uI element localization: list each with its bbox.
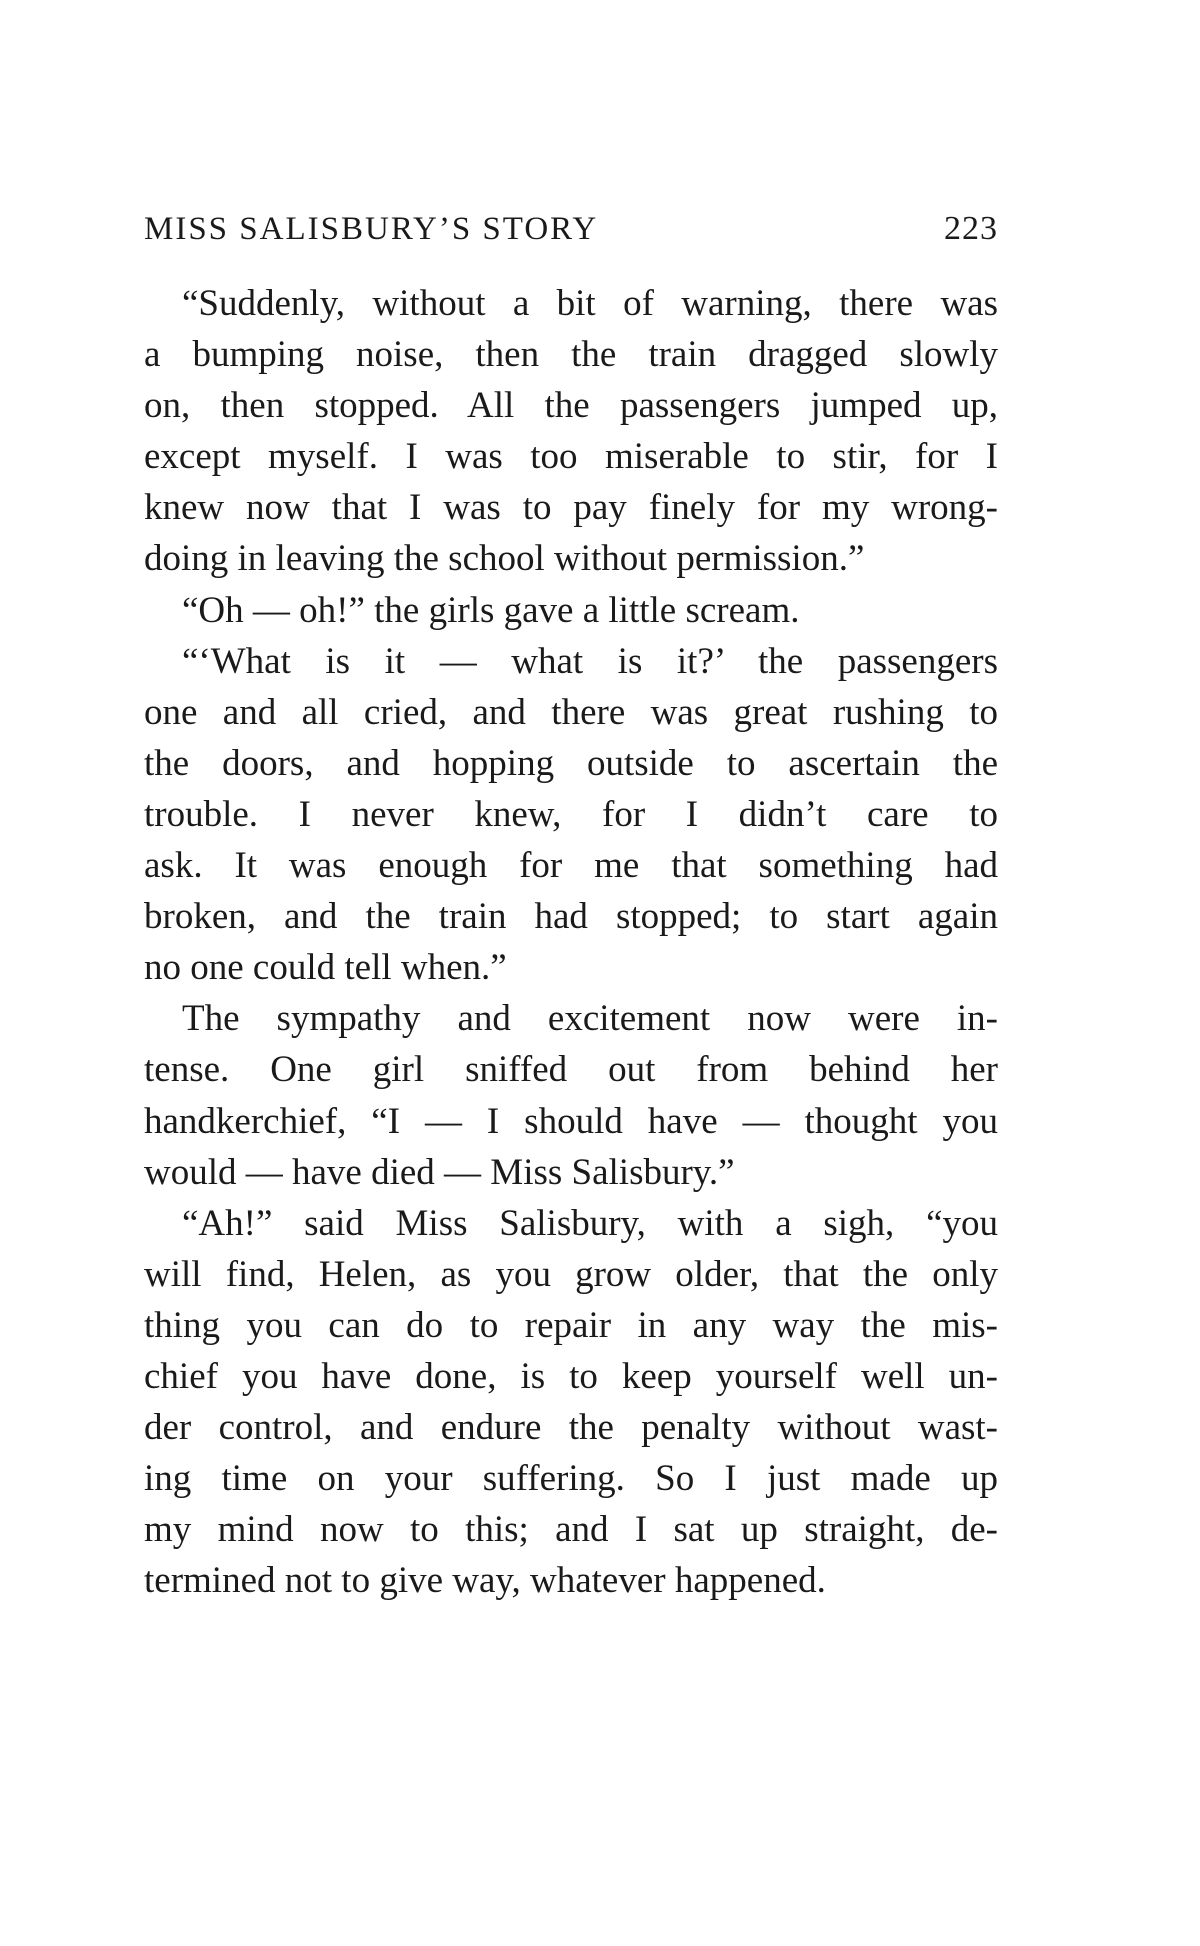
text-line: “Suddenly, without a bit of warning, there was [182, 283, 998, 324]
text-line: der control, and endure the penalty without wast- [144, 1407, 998, 1449]
text-line: one and all cried, and there was great rushing to [144, 691, 998, 733]
text-line: broken, and the train had stopped; to start again [144, 896, 998, 938]
text-line: a bumping noise, then the train dragged slowly [144, 334, 998, 376]
text-line: my mind now to this; and I sat up straight, de- [144, 1509, 998, 1551]
text-line: “Oh — oh!” the girls gave a little scream. [182, 589, 800, 631]
book-page [144, 210, 998, 1606]
text-line: tense. One girl sniffed out from behind her [144, 1049, 998, 1091]
text-line: will find, Helen, as you grow older, that the only [144, 1253, 998, 1295]
text-line: trouble. I never knew, for I didn’t care to [144, 793, 998, 835]
text-line: handkerchief, “I — I should have — thought you [144, 1100, 998, 1142]
text-line: The sympathy and excitement now were in- [182, 998, 998, 1040]
text-line: would — have died — Miss Salisbury.” [144, 1151, 735, 1193]
page-number: 223 [944, 210, 998, 247]
running-head [144, 210, 998, 270]
text-line: termined not to give way, whatever happened. [144, 1560, 826, 1602]
text-line: except myself. I was too miserable to stir, for I [144, 436, 998, 478]
text-line: no one could tell when.” [144, 947, 507, 989]
body-text [144, 278, 998, 1606]
text-line: ing time on your suffering. So I just made up [144, 1458, 998, 1500]
text-line: “Ah!” said Miss Salisbury, with a sigh, “you [182, 1202, 998, 1244]
text-line: doing in leaving the school without permission.” [144, 538, 865, 580]
text-line: “‘What is it — what is it?’ the passengers [182, 640, 998, 682]
text-line: on, then stopped. All the passengers jumped up, [144, 385, 998, 427]
text-line: ask. It was enough for me that something had [144, 845, 998, 887]
text-line: knew now that I was to pay finely for my wrong- [144, 487, 998, 529]
text-line: chief you have done, is to keep yourself well un- [144, 1355, 998, 1397]
text-line: the doors, and hopping outside to ascertain the [144, 742, 998, 784]
running-title: MISS SALISBURY’S STORY [144, 211, 599, 247]
text-line: thing you can do to repair in any way the mis- [144, 1304, 998, 1346]
